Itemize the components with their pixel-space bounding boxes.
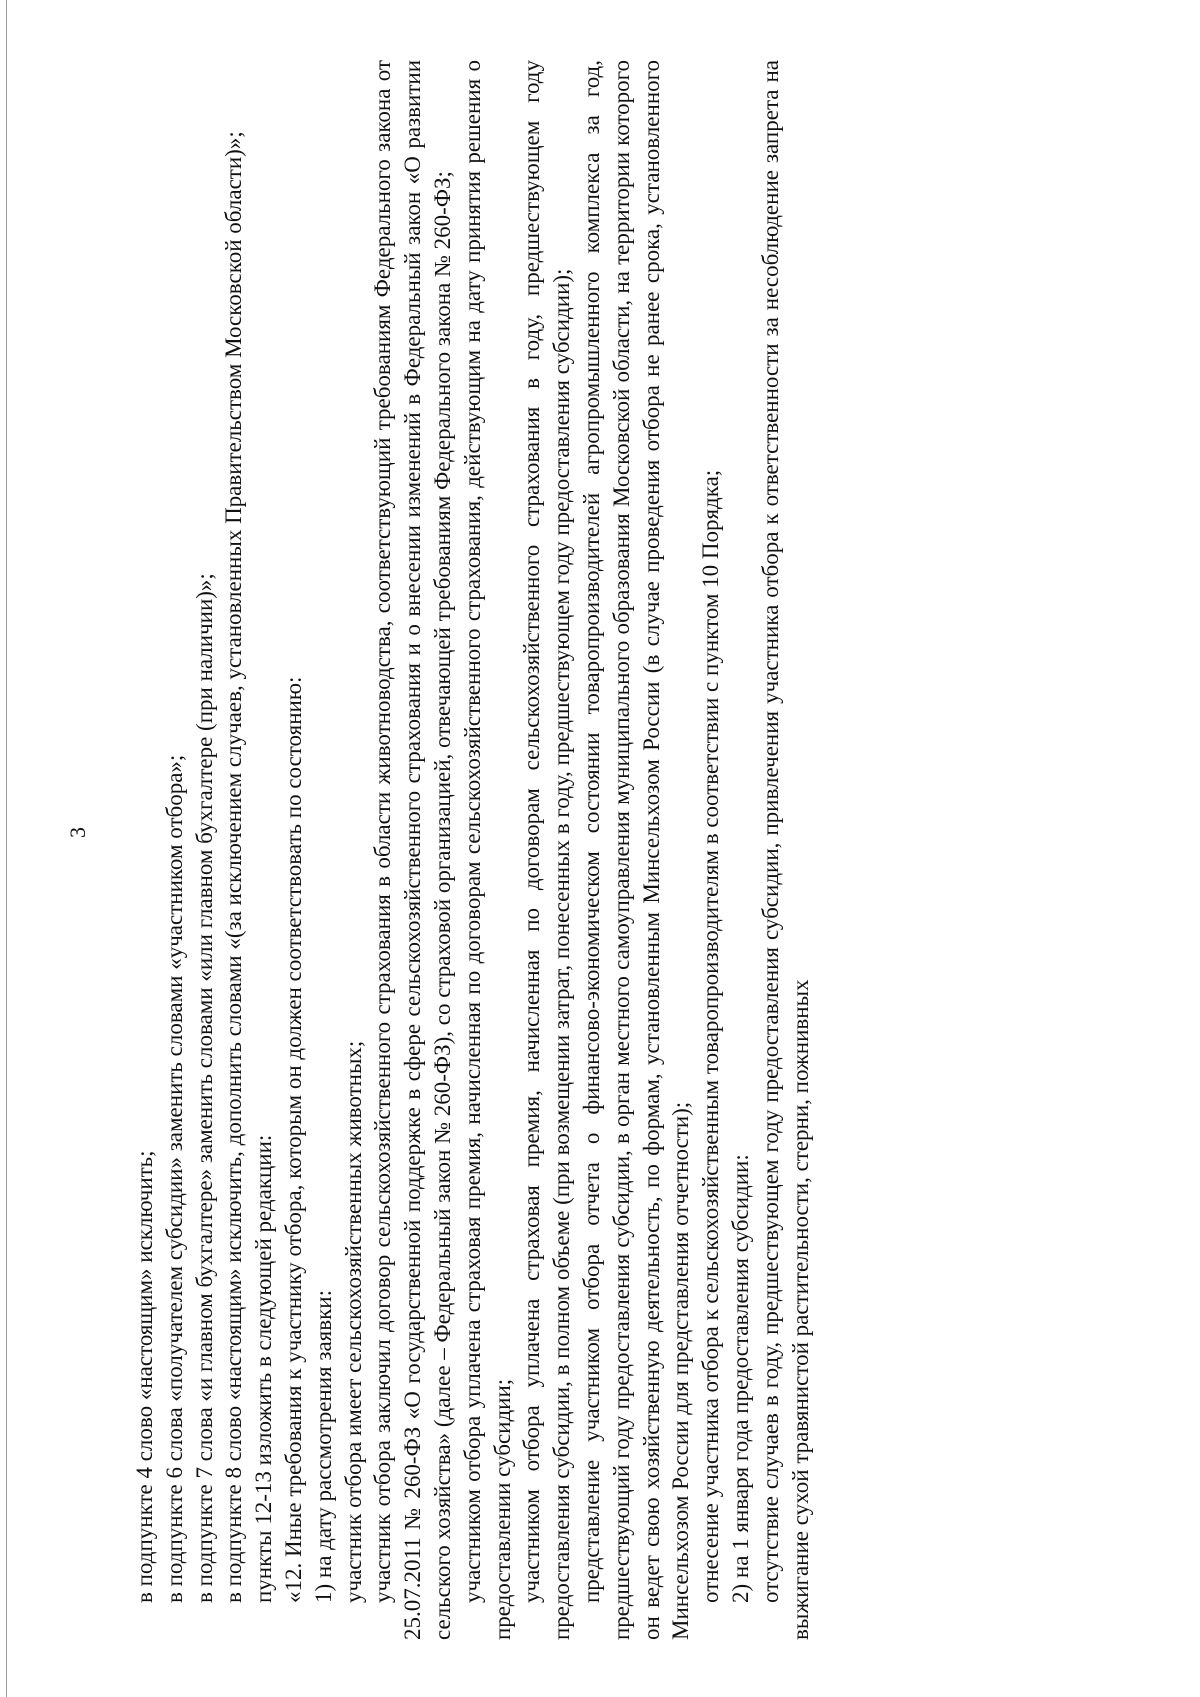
paragraph: в подпункте 7 слова «и главном бухгалтере» заменить словами «или главном бухгалтере (при наличии)»; <box>191 573 217 1603</box>
paragraph: в подпункте 4 слово «настоящим» исключить; <box>132 1150 157 1603</box>
paragraph: участником отбора уплачена страховая премия, начисленная по договорам сельскохозяйственного страхования, действующим на дату принятия решения о предоставлении субсидии; <box>459 60 515 1640</box>
paragraph: участником отбора уплачена страховая премия, начисленная по договорам сельскохозяйственного страхования в году, предшествующем году предоставления субсидии, в полном объеме (при возмещении затрат, понесенных в году, предшествующем году предоставления субсидии); <box>519 60 575 1640</box>
paragraph: 1) на дату рассмотрения заявки: <box>310 1290 336 1603</box>
scan-edge-line <box>6 0 7 1697</box>
paragraph: «12. Иные требования к участнику отбора, которым он должен соответствовать по состоянию: <box>280 676 306 1603</box>
paragraph: в подпункте 6 слова «получателем субсидии» заменить словами «участником отбора»; <box>161 754 187 1603</box>
paragraph: отнесение участника отбора к сельскохозяйственным товаропроизводителям в соответствии с пунктом 10 Порядка; <box>698 469 724 1603</box>
paragraph: участник отбора заключил договор сельскохозяйственного страхования в области животноводства, соответствующий требованиям Федерального закона от 25.07.2011 № 260-ФЗ «О государственной поддержке в сфере сельскохозяйственного страхования и о внесении изменений в Федеральный закон «О развитии сельского хозяйства» (далее – Федеральный закон № 260-ФЗ), со страховой организацией, отвечающей требованиям Федерального закона № 260-ФЗ; <box>370 60 455 1640</box>
paragraph: 2) на 1 января года предоставления субсидии: <box>727 1154 753 1603</box>
paragraph: участник отбора имеет сельскохозяйственных животных; <box>340 1040 366 1603</box>
paragraph: отсутствие случаев в году, предшествующем году предоставления субсидии, привлечения участника отбора к ответственности за несоблюдение запрета на выжигание сухой травянистой растительности, стерни, пожнивных <box>757 60 813 1640</box>
paragraph: пункты 12-13 изложить в следующей редакции: <box>251 1134 277 1603</box>
document-body <box>130 60 815 1640</box>
paragraph: в подпункте 8 слово «настоящим» исключить, дополнить словами «(за исключением случаев, установленных Правительством Московской области)»; <box>221 131 247 1603</box>
paragraph: представление участником отбора отчета о финансово-экономическом состоянии товаропроизводителей агропромышленного комплекса за год, предшествующий году предоставления субсидии, в орган местного самоуправления муниципального образования Московской области, на территории которого он ведет свою хозяйственную деятельность, по формам, установленным Минсельхозом России (в случае проведения отбора не ранее срока, установленного Минсельхозом России для представления отчетности); <box>578 60 694 1640</box>
page-number: 3 <box>65 827 90 838</box>
